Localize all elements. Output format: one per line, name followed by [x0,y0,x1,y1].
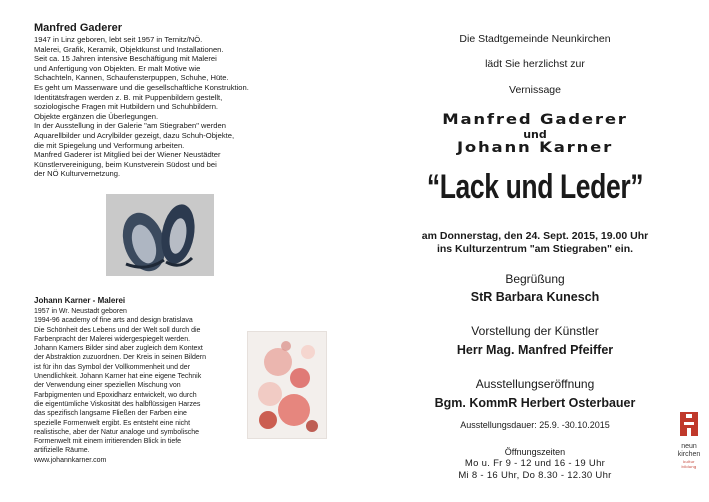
duration-text: Ausstellungsdauer: 25.9. -30.10.2015 [460,420,610,430]
bio-line: Formenwelt mit einem irritierenden Blick in tiefe [34,438,182,446]
hours-label: Öffnungszeiten [504,447,566,457]
bio-line: In der Ausstellung in der Galerie "am Stiegraben" werden [34,121,226,131]
intro-label: Vorstellung der Künstler [471,324,599,338]
bio-line: Farbenpracht der Malerei widergespiegelt werden. [34,335,191,343]
bio-line: spezielle Formenwelt ergibt. Es entsteht eine nicht [34,419,191,427]
shoes-image-icon [106,194,214,276]
bio-line: Schachteln, Kannen, Schaufensterpuppen, Schuhe, Hüte. [34,73,229,83]
bio-line: der Verwendung einer speziellen Mischung von [34,382,181,390]
bio-line: 1947 in Linz geboren, lebt seit 1957 in Ternitz/NÖ. [34,35,203,44]
bio-line: 1994-96 academy of fine arts and design bratislava [34,317,193,325]
bio-line: Objekte ergänzen die Überlegungen. [34,111,159,121]
bio-line: die eigentümliche Viskosität des halbflüssigen Harzes [34,400,201,408]
abstract-painting-photo [247,331,327,439]
website-link[interactable]: www.johannkarner.com [34,456,107,464]
host-text: Die Stadtgemeinde Neunkirchen [459,33,611,45]
exhibition-title: “Lack und Leder” [426,168,644,206]
intro-person: Herr Mag. Manfred Pfeiffer [456,343,614,357]
date-line-1: am Donnerstag, den 24. Sept. 2015, 19.00 Uhr [421,230,649,242]
bio-line: die mit Spiegelung und Verformung arbeiten. [34,140,185,150]
bio-line: Johann Karners Bilder sind aber zugleich dem Kontext [34,345,203,353]
gaderer-bio-name: Manfred Gaderer [34,22,123,34]
opening-person: Bgm. KommR Herbert Osterbauer [434,396,636,410]
artist-2-name: Johann Karner [456,139,614,156]
bio-line: realistische, aber der Natur analoge und symbolische [34,428,199,436]
opening-label: Ausstellungseröffnung [475,377,595,391]
bio-line: soziologische Fragen mit Hutbildern und Schuhbildern. [34,102,219,112]
greeting-label: Begrüßung [505,272,565,286]
bio-line: Künstlervereinigung, beim Kunstverein Südost und bei [34,159,217,169]
hours-line-1: Mo u. Fr 9 - 12 und 16 - 19 Uhr [464,458,606,469]
bio-line: der Abstraktion zuzuordnen. Der Kreis in seinen Bildern [34,354,206,362]
karner-bio [34,296,249,465]
bio-line: und Anfertigung von Objekten. Er malt Motive wie [34,63,201,73]
bio-line: Identitätsfragen werden z. B. mit Puppenbildern gestellt, [34,92,223,102]
karner-bio-name: Johann Karner - Malerei [34,296,126,305]
gaderer-bio-text [34,35,324,179]
bio-line: Farbpigmenten und Epoxidharz entwickelt, wo durch [34,391,197,399]
bio-line: Seit ca. 15 Jahren intensive Beschäftigung mit Malerei [34,54,217,64]
event-type: Vernissage [509,84,561,96]
painting-image-icon [248,332,326,438]
und-text: und [523,128,547,141]
bio-line: 1957 in Wr. Neustadt geboren [34,308,127,315]
hours-line-2: Mi 8 - 16 Uhr, Do 8.30 - 12.30 Uhr [458,470,612,481]
bio-line: artifizielle Räume. [34,447,90,455]
artist-1-name: Manfred Gaderer [442,111,628,128]
bio-line: Unendlichkeit. Johann Karner hat eine eigene Technik [34,373,202,381]
invite-text: lädt Sie herzlichst zur [485,58,585,70]
neunkirchen-logo [672,410,706,474]
bio-line: Es geht um Massenware und die gesellschaftliche Konstruktion. [34,82,249,92]
logo-line-4: bildung [681,464,697,469]
greeting-person: StR Barbara Kunesch [470,290,600,304]
karner-bio-text [34,307,249,465]
bio-line: das spezifisch langsame Fließen der Farben eine [34,410,187,418]
bio-line: Die Schönheit des Lebens und der Welt soll durch die [34,326,201,334]
bio-line: Manfred Gaderer ist Mitglied bei der Wiener Neustädter [34,150,221,160]
city-tower-icon [678,410,700,438]
bio-line: Aquarellbilder und Acrylbilder gezeigt, dazu Schuh-Objekte, [34,130,235,140]
bio-line: ist für ihn das Symbol der Vollkommenheit und der [34,363,191,371]
date-line-2: ins Kulturzentrum "am Stiegraben" ein. [436,243,634,255]
gaderer-bio [34,22,324,179]
logo-line-2: kirchen [677,451,701,458]
shoe-object-photo [106,194,214,276]
logo-line-3: kultur [683,459,695,464]
logo-line-1: neun [681,443,697,450]
bio-line: Malerei, Grafik, Keramik, Objektkunst und Installationen. [34,44,224,54]
bio-line: der NÖ Kulturvernetzung. [34,169,121,179]
